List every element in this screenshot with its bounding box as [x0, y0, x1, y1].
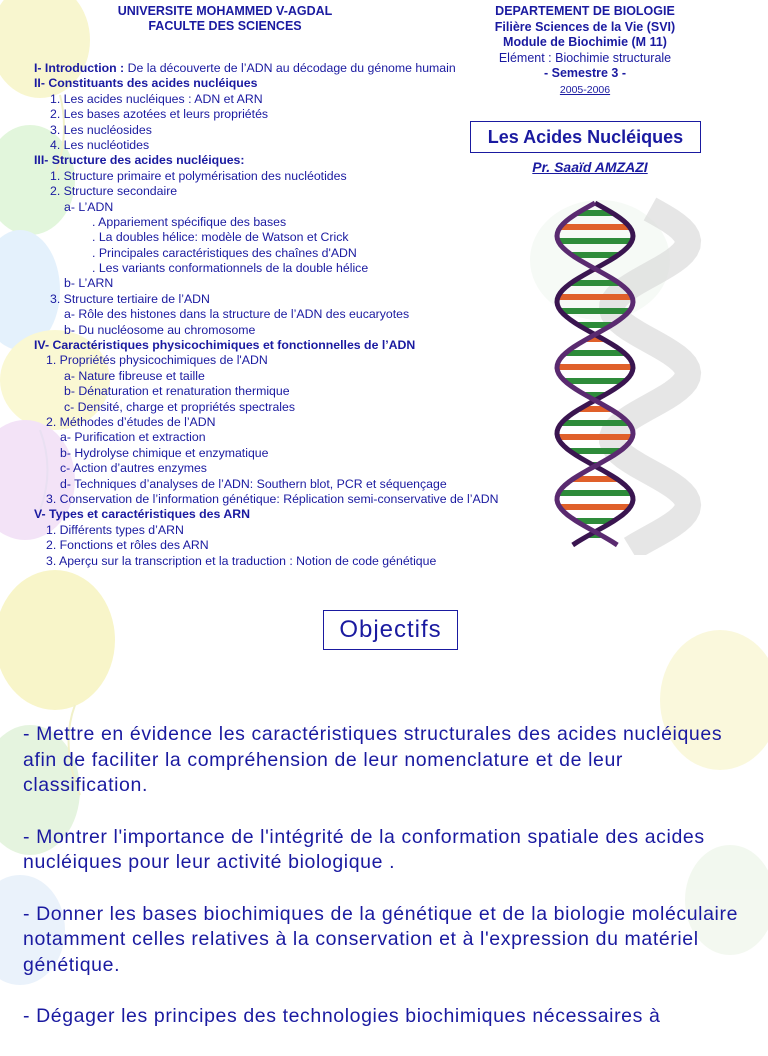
toc-item: a- Purification et extraction	[60, 430, 206, 445]
header-left	[70, 4, 380, 34]
toc-item: 3. Structure tertiaire de l’ADN	[50, 291, 210, 306]
toc-text: De la découverte de l’ADN au décodage du génome humain	[127, 61, 456, 75]
toc-item: b- Hydrolyse chimique et enzymatique	[60, 445, 269, 460]
toc-item: 1. Propriétés physicochimiques de l'ADN	[46, 353, 268, 368]
toc-item: 1. Différents types d’ARN	[46, 522, 184, 537]
filiere-name: Filière Sciences de la Vie (SVI)	[494, 19, 676, 34]
toc-item: 3. Les nucléosides	[50, 122, 152, 137]
toc-item: d- Techniques d’analyses de l’ADN: Southern blot, PCR et séquençage	[60, 476, 447, 491]
toc-item: a- Nature fibreuse et taille	[64, 368, 205, 383]
department-name: DEPARTEMENT DE BIOLOGIE	[495, 4, 675, 18]
toc-item: . Appariement spécifique des bases	[92, 214, 287, 229]
objective-item: - Mettre en évidence les caractéristiques structurales des acides nucléiques afin de faciliter la compréhension de leur nomenclature et de leur classification.	[23, 723, 723, 796]
objective-item: - Donner les bases biochimiques de la génétique et de la biologie moléculaire notamment celles relatives à la conservation et à l'expression du matériel génétique.	[23, 902, 739, 976]
author-name: Pr. Saaïd AMZAZI	[532, 159, 648, 175]
university-name: UNIVERSITE MOHAMMED V-AGDAL	[117, 4, 333, 18]
toc-item: III- Structure des acides nucléiques:	[34, 153, 245, 168]
toc-item	[34, 61, 498, 76]
element-name: Elément : Biochimie structurale	[498, 50, 672, 65]
objectives-list	[23, 722, 745, 1056]
toc-item: 4. Les nucléotides	[50, 137, 150, 152]
toc-item: . Principales caractéristiques des chaînes d'ADN	[92, 245, 357, 260]
module-name: Module de Biochimie (M 11)	[503, 35, 667, 49]
toc-item: b- L’ARN	[64, 276, 114, 291]
objective-item: - Montrer l'importance de l'intégrité de la conformation spatiale des acides nucléiques pour leur activité biologique .	[23, 825, 705, 873]
toc-heading: I- Introduction :	[34, 61, 128, 75]
toc-item: c- Densité, charge et propriétés spectrales	[64, 399, 296, 414]
table-of-contents	[34, 61, 498, 569]
toc-item: 3. Conservation de l’information génétique: Réplication semi-conservative de l’ADN	[46, 491, 499, 506]
objectives-heading: Objectifs	[323, 610, 458, 650]
academic-year: 2005-2006	[559, 83, 611, 96]
toc-item: a- L’ADN	[64, 199, 114, 214]
toc-item: II- Constituants des acides nucléiques	[34, 76, 258, 91]
toc-item: 1. Les acides nucléiques : ADN et ARN	[50, 91, 263, 106]
header-right	[470, 4, 700, 98]
toc-item: 2. Structure secondaire	[50, 184, 178, 199]
objective-item: - Dégager les principes des technologies biochimiques nécessaires à	[23, 1005, 661, 1027]
toc-item: . La doubles hélice: modèle de Watson et Crick	[92, 230, 349, 245]
document-title: Les Acides Nucléiques	[470, 121, 701, 153]
dna-helix-image	[520, 195, 720, 555]
toc-item: 2. Fonctions et rôles des ARN	[46, 538, 209, 553]
toc-item: 2. Méthodes d’études de l’ADN	[46, 414, 216, 429]
semester-label: - Semestre 3 -	[544, 66, 626, 80]
toc-item: 2. Les bases azotées et leurs propriétés	[50, 107, 269, 122]
faculty-name: FACULTE DES SCIENCES	[148, 19, 302, 33]
toc-item: b- Dénaturation et renaturation thermique	[64, 384, 290, 399]
toc-item: 3. Aperçu sur la transcription et la traduction : Notion de code génétique	[46, 553, 437, 568]
toc-item: a- Rôle des histones dans la structure de l’ADN des eucaryotes	[64, 307, 410, 322]
toc-item: . Les variants conformationnels de la double hélice	[92, 261, 369, 276]
toc-item: IV- Caractéristiques physicochimiques et fonctionnelles de l’ADN	[34, 338, 416, 353]
toc-item: V- Types et caractéristiques des ARN	[34, 507, 250, 522]
toc-item: b- Du nucléosome au chromosome	[64, 322, 256, 337]
toc-item: 1. Structure primaire et polymérisation des nucléotides	[50, 168, 347, 183]
toc-item: c- Action d’autres enzymes	[60, 461, 207, 476]
